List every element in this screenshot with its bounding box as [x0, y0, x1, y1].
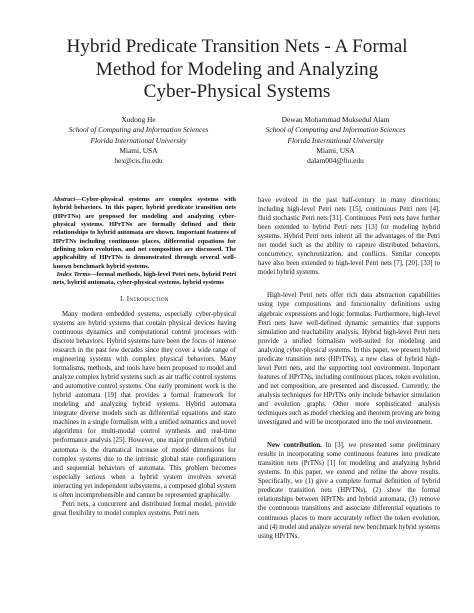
- section-heading-introduction: I. Introduction: [120, 295, 169, 303]
- left-column: [53, 196, 236, 518]
- paper-title: [40, 36, 434, 104]
- author-block-2: [233, 115, 438, 166]
- title-line-3: Cyber-Physical Systems: [143, 81, 331, 102]
- intro-paragraph-2: Petri nets, a concurrent and distributed formal model, provide great flexibility to model complex systems. Petri nets: [53, 500, 236, 517]
- intro-paragraph-1: Many modern embedded systems, especially cyber-physical systems are hybrid systems that contain physical devices having continuous dynamics and computational control processes with discrete behaviors. Hybrid systems have been the focus of intense research in the past few decades since they cover a wide range of engineering systems with complex physical behaviors. Many formalisms, methods, and tools have been proposed to model and analyze complex hybrid systems such as air traffic control systems and automotive control systems. One early prominent work is the hybrid automata [19] that provides a formal framework for modeling and analyzing hybrid systems. Hybrid automata integrate diverse models such as differential equations and state machines in a single formalism with a unified semantics and novel algorithms for multi-modal control synthesis and real-time performance analysis [25]. However, one major problem of hybrid automata is the dramatical increase of model dimensions for complex systems due to the intrinsic global state configurations and sequential behaviors of automata. This problem becomes especially serious when a hybrid system involves several interacting yet independent subsystems, a composed global system is often incomprehensible and cannot be represented graphically.: [53, 310, 236, 499]
- title-line-2: Method for Modeling and Analyzing: [95, 58, 379, 80]
- author-university: Florida International University: [90, 135, 187, 145]
- right-column: [258, 196, 440, 541]
- author-department: School of Computing and Information Sciences: [68, 125, 209, 135]
- abstract: [53, 196, 236, 271]
- index-terms: [53, 271, 236, 288]
- author-department: School of Computing and Information Sciences: [265, 125, 406, 135]
- new-contribution-lead: New contribution.: [267, 442, 322, 450]
- author-name: Dewan Mohammad Moksedul Alam: [281, 115, 390, 124]
- author-email[interactable]: hex@cis.fiu.edu: [114, 156, 163, 166]
- abstract-text: —Cyber-physical systems are complex systems with hybrid behaviors. In this paper, hybrid predicate transition nets (HPrTNs) are proposed for modeling and analyzing cyber-physical systems. HPrTNs are formally defined and their relationships to hybrid automata are shown. Important features of HPrTNs including continuous places, differential equations for defining token evolution, and net composition are discussed. The applicability of HPrTNs is demonstrated through several well-known benchmark hybrid systems.: [53, 196, 236, 270]
- author-city: Miami, USA: [119, 145, 158, 155]
- paragraph-gap: [258, 277, 440, 291]
- index-terms-label: Index Terms: [56, 271, 91, 279]
- abstract-label: Abstract: [53, 196, 76, 203]
- right-paragraph-3: [258, 441, 440, 541]
- author-block-1: [36, 115, 241, 166]
- author-email[interactable]: dalam004@fiu.edu: [307, 156, 364, 166]
- index-terms-text: —formal methods, high-level Petri nets, hybrid Petri nets, hybrid automata, cyber-physical systems, hybrid systems: [53, 271, 236, 287]
- author-university: Florida International University: [287, 135, 384, 145]
- right-paragraph-2: High-level Petri nets offer rich data abstraction capabilities using type compositions and functionality definitions using algebraic expressions and logic formulas. Furthermore, high-level Petri nets have well-defined dynamic semantics that supports simulation and reachability analysis. Hybrid high-level Petri nets provide a unified formalism well-suited for modeling and analyzing cyber-physical systems. In this paper, we present hybrid predicate transition nets (HPrTNs), a new class of hybrid high-level Petri nets, and the supporting tool environment. Important features of HPrTNs, including continuous places, token evolution, and net composition, are presented and discussed. Currently, the analysis techniques for HPrTNs only include behavior simulation and evolution graphs. Other more sophisticated analysis techniques such as model checking and theorem proving are being investigated and will be incorporated into the tool environment.: [258, 292, 440, 427]
- author-city: Miami, USA: [316, 145, 355, 155]
- paragraph-gap: [258, 427, 440, 441]
- new-contribution-text: In [3], we presented some preliminary results in incorporating some continuous features into predicate transition nets (PrTNs) [1] for modeling and analyzing hybrid systems. In this paper, we extend and refine the above results. Specifically, we (1) give a complete formal definition of hybrid predicate transition nets (HPrTNs), (2) show the formal relationships between HPrTNs and hybrid automata, (3) remove the continuous transitions and associate differential equations to continuous places to more accurately reflect the token evolution, and (4) model and analyze several new benchmark hybrid systems using HPrTNs.: [258, 442, 440, 540]
- title-line-1: Hybrid Predicate Transition Nets - A Formal: [66, 36, 408, 57]
- author-name: Xudong He: [121, 115, 156, 124]
- right-paragraph-1: have evolved in the past half-century in many directions; including high-level Petri nets [15], continuous Petri nets [4], fluid stochastic Petri nets [31]. Continuous Petri nets have further been extended to hybrid Petri nets [13] for modeling hybrid systems. Hybrid Petri nets inherit all the advantages of the Petri net model such as the ability to capture distributed behaviors, concurrency, synchronization, and conflicts. Similar concepts have also been extended to high-level Petri nets [7], [20], [33] to model hybrid systems.: [258, 197, 440, 277]
